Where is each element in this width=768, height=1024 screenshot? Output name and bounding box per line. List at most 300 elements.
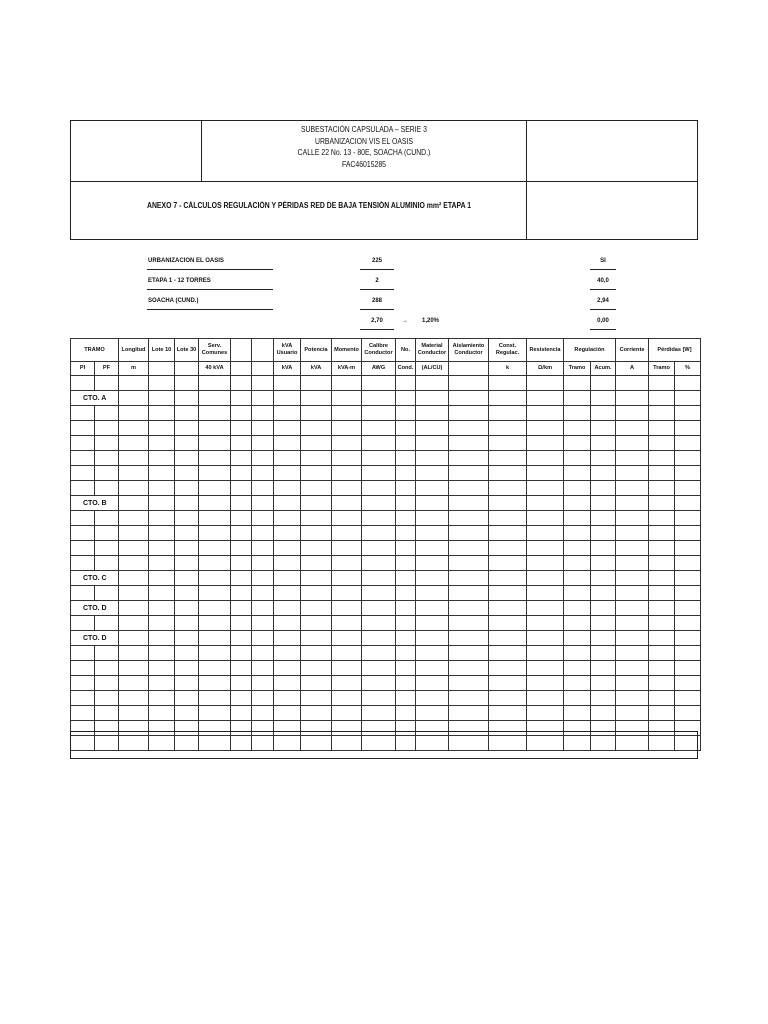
table-cell (274, 466, 301, 481)
col-subheader: AWG (362, 362, 396, 376)
table-cell (71, 421, 95, 436)
table-cell (231, 646, 252, 661)
table-cell (252, 466, 274, 481)
table-cell (175, 631, 199, 646)
table-cell (95, 691, 119, 706)
table-cell (71, 406, 95, 421)
table-cell (231, 691, 252, 706)
table-cell (332, 601, 362, 616)
table-cell (95, 376, 119, 391)
table-cell (591, 451, 616, 466)
table-cell (449, 466, 489, 481)
table-cell (274, 436, 301, 451)
table-cell (416, 541, 449, 556)
table-cell (362, 676, 396, 691)
table-cell (449, 511, 489, 526)
table-cell (231, 436, 252, 451)
table-subheader-row (71, 362, 701, 376)
table-cell (199, 586, 231, 601)
table-cell (149, 631, 175, 646)
table-cell (149, 676, 175, 691)
table-cell (301, 586, 332, 601)
table-cell (489, 466, 527, 481)
table-row (71, 406, 701, 421)
table-cell (396, 586, 416, 601)
table-cell (649, 556, 675, 571)
table-cell (332, 496, 362, 511)
table-cell (274, 661, 301, 676)
table-cell (71, 481, 95, 496)
circuit-label: CTO. A (71, 391, 119, 406)
table-cell (71, 646, 95, 661)
table-cell (527, 616, 564, 631)
table-cell (564, 601, 591, 616)
table-cell (489, 586, 527, 601)
table-cell (199, 526, 231, 541)
table-cell (591, 661, 616, 676)
table-row (71, 541, 701, 556)
table-cell (591, 481, 616, 496)
table-cell (616, 466, 649, 481)
info-value: 2 (375, 278, 379, 284)
table-cell (489, 406, 527, 421)
table-cell (449, 661, 489, 676)
table-header-row (71, 339, 701, 362)
table-cell (175, 376, 199, 391)
table-cell (301, 436, 332, 451)
table-cell (95, 541, 119, 556)
table-cell (95, 586, 119, 601)
table-cell (175, 451, 199, 466)
table-cell (199, 616, 231, 631)
info-value: 40,0 (597, 278, 609, 284)
table-cell (649, 466, 675, 481)
table-cell (591, 556, 616, 571)
underline (360, 269, 394, 270)
table-cell (527, 376, 564, 391)
table-cell (649, 421, 675, 436)
table-cell (362, 601, 396, 616)
table-cell (231, 391, 252, 406)
table-cell (616, 691, 649, 706)
table-row (71, 496, 701, 511)
table-cell (95, 706, 119, 721)
table-cell (675, 601, 701, 616)
header-divider (526, 121, 527, 239)
table-cell (616, 436, 649, 451)
table-cell (649, 691, 675, 706)
underline (590, 269, 616, 270)
table-row (71, 376, 701, 391)
table-cell (591, 436, 616, 451)
table-cell (231, 571, 252, 586)
table-cell (301, 571, 332, 586)
table-cell (332, 541, 362, 556)
info-label: SOACHA (CUND.) (148, 298, 199, 304)
table-cell (301, 541, 332, 556)
address-line: SUBESTACIÓN CAPSULADA – SERIE 3 (300, 125, 428, 134)
table-cell (175, 691, 199, 706)
table-cell (591, 421, 616, 436)
table-cell (332, 511, 362, 526)
table-cell (252, 481, 274, 496)
col-header: Regulación (564, 339, 616, 362)
table-cell (301, 526, 332, 541)
table-cell (119, 631, 149, 646)
table-body (71, 376, 701, 751)
table-cell (175, 481, 199, 496)
table-cell (362, 406, 396, 421)
table-cell (175, 676, 199, 691)
table-cell (199, 556, 231, 571)
table-cell (149, 616, 175, 631)
table-cell (591, 646, 616, 661)
table-cell (616, 616, 649, 631)
table-cell (649, 676, 675, 691)
table-cell (252, 526, 274, 541)
table-cell (95, 556, 119, 571)
table-cell (199, 481, 231, 496)
table-cell (199, 391, 231, 406)
table-cell (416, 646, 449, 661)
table-cell (332, 481, 362, 496)
table-cell (527, 421, 564, 436)
table-cell (675, 526, 701, 541)
table-cell (95, 481, 119, 496)
table-cell (252, 451, 274, 466)
table-cell (527, 526, 564, 541)
table-cell (416, 421, 449, 436)
table-cell (416, 556, 449, 571)
table-cell (149, 391, 175, 406)
col-subheader: Cond. (396, 362, 416, 376)
table-cell (199, 541, 231, 556)
table-cell (274, 646, 301, 661)
table-cell (616, 676, 649, 691)
col-header: kVA Usuario (274, 339, 301, 362)
table-cell (564, 586, 591, 601)
table-cell (489, 556, 527, 571)
table-cell (274, 706, 301, 721)
table-cell (175, 541, 199, 556)
table-cell (449, 391, 489, 406)
table-row (71, 616, 701, 631)
table-cell (175, 646, 199, 661)
table-cell (95, 436, 119, 451)
table-cell (489, 691, 527, 706)
table-cell (71, 526, 95, 541)
table-row (71, 466, 701, 481)
table-cell (362, 571, 396, 586)
table-cell (362, 436, 396, 451)
table-row (71, 601, 701, 616)
table-cell (564, 646, 591, 661)
table-cell (274, 631, 301, 646)
table-cell (449, 691, 489, 706)
table-cell (95, 406, 119, 421)
table-cell (119, 571, 149, 586)
table-cell (449, 646, 489, 661)
table-cell (449, 676, 489, 691)
info-label: URBANIZACION EL OASIS (148, 258, 224, 264)
table-cell (449, 706, 489, 721)
table-cell (649, 511, 675, 526)
table-cell (301, 466, 332, 481)
address-line: CALLE 22 No. 13 - 80E, SOACHA (CUND.) (297, 148, 431, 157)
table-cell (591, 466, 616, 481)
table-cell (301, 676, 332, 691)
table-cell (252, 391, 274, 406)
table-cell (489, 541, 527, 556)
table-cell (175, 406, 199, 421)
table-cell (675, 496, 701, 511)
table-cell (252, 436, 274, 451)
table-cell (675, 406, 701, 421)
table-cell (489, 481, 527, 496)
table-cell (332, 661, 362, 676)
table-cell (71, 511, 95, 526)
table-cell (564, 676, 591, 691)
table-row (71, 676, 701, 691)
col-header: Longitud (119, 339, 149, 362)
table-cell (332, 376, 362, 391)
table-cell (591, 616, 616, 631)
table-cell (301, 451, 332, 466)
table-cell (489, 526, 527, 541)
table-cell (396, 451, 416, 466)
table-cell (416, 436, 449, 451)
table-cell (616, 541, 649, 556)
table-cell (199, 511, 231, 526)
table-cell (527, 646, 564, 661)
table-cell (301, 556, 332, 571)
table-cell (362, 376, 396, 391)
table-cell (649, 406, 675, 421)
table-cell (119, 406, 149, 421)
table-cell (252, 661, 274, 676)
table-cell (231, 496, 252, 511)
table-cell (396, 541, 416, 556)
table-cell (564, 556, 591, 571)
table-cell (199, 706, 231, 721)
table-cell (675, 391, 701, 406)
table-cell (527, 556, 564, 571)
table-cell (449, 631, 489, 646)
table-cell (616, 451, 649, 466)
table-cell (199, 496, 231, 511)
table-cell (95, 421, 119, 436)
table-cell (199, 691, 231, 706)
table-cell (527, 571, 564, 586)
table-cell (252, 586, 274, 601)
table-cell (149, 376, 175, 391)
table-cell (396, 421, 416, 436)
table-cell (564, 496, 591, 511)
table-cell (332, 391, 362, 406)
table-cell (396, 661, 416, 676)
table-cell (252, 556, 274, 571)
col-subheader: Tramo (564, 362, 591, 376)
table-cell (489, 391, 527, 406)
table-cell (564, 391, 591, 406)
table-cell (616, 496, 649, 511)
circuit-label: CTO. D (71, 601, 119, 616)
table-cell (95, 511, 119, 526)
col-header: Calibre Conductor (362, 339, 396, 362)
table-cell (396, 616, 416, 631)
table-cell (489, 601, 527, 616)
table-cell (416, 496, 449, 511)
table-cell (274, 571, 301, 586)
table-cell (252, 541, 274, 556)
table-cell (649, 586, 675, 601)
table-cell (416, 676, 449, 691)
underline (590, 329, 616, 330)
table-cell (449, 436, 489, 451)
table-cell (416, 706, 449, 721)
table-cell (396, 706, 416, 721)
table-cell (564, 376, 591, 391)
table-cell (616, 631, 649, 646)
table-cell (199, 676, 231, 691)
table-cell (252, 601, 274, 616)
table-cell (149, 451, 175, 466)
table-cell (416, 616, 449, 631)
table-cell (301, 616, 332, 631)
table-cell (149, 661, 175, 676)
table-cell (252, 691, 274, 706)
table-cell (675, 661, 701, 676)
table-row (71, 586, 701, 601)
col-header: Momento (332, 339, 362, 362)
table-cell (649, 376, 675, 391)
table-cell (119, 526, 149, 541)
table-cell (449, 451, 489, 466)
col-header: Corriente (616, 339, 649, 362)
table-cell (332, 631, 362, 646)
table-cell (362, 541, 396, 556)
table-cell (301, 421, 332, 436)
table-cell (649, 451, 675, 466)
table-cell (199, 646, 231, 661)
table-cell (449, 556, 489, 571)
table-cell (252, 706, 274, 721)
table-cell (231, 616, 252, 631)
table-cell (175, 586, 199, 601)
table-cell (175, 706, 199, 721)
table-cell (449, 376, 489, 391)
table-cell (649, 631, 675, 646)
table-cell (449, 421, 489, 436)
col-subheader: kVA (301, 362, 332, 376)
table-cell (175, 526, 199, 541)
table-cell (449, 571, 489, 586)
info-value: 2,70 (371, 318, 383, 324)
table-cell (332, 706, 362, 721)
table-cell (119, 616, 149, 631)
table-cell (199, 406, 231, 421)
col-subheader: A (616, 362, 649, 376)
table-cell (231, 481, 252, 496)
table-cell (591, 571, 616, 586)
table-cell (649, 436, 675, 451)
table-cell (149, 421, 175, 436)
table-cell (301, 706, 332, 721)
table-cell (616, 511, 649, 526)
table-cell (616, 406, 649, 421)
underline (147, 309, 273, 310)
table-cell (396, 436, 416, 451)
table-cell (564, 451, 591, 466)
table-cell (301, 406, 332, 421)
table-cell (95, 646, 119, 661)
table-cell (149, 466, 175, 481)
table-cell (675, 451, 701, 466)
table-cell (274, 586, 301, 601)
table-cell (175, 661, 199, 676)
table-cell (95, 676, 119, 691)
table-cell (675, 586, 701, 601)
table-cell (332, 526, 362, 541)
table-cell (362, 691, 396, 706)
table-row (71, 691, 701, 706)
col-header: Const. Regulac. (489, 339, 527, 362)
table-cell (616, 556, 649, 571)
table-cell (252, 631, 274, 646)
table-cell (175, 421, 199, 436)
table-cell (527, 481, 564, 496)
table-cell (175, 391, 199, 406)
table-cell (449, 526, 489, 541)
table-cell (362, 646, 396, 661)
table-cell (119, 706, 149, 721)
table-cell (231, 451, 252, 466)
table-cell (95, 616, 119, 631)
col-subheader: Tramo (649, 362, 675, 376)
table-cell (489, 511, 527, 526)
table-row (71, 526, 701, 541)
table-cell (416, 601, 449, 616)
col-subheader: m (119, 362, 149, 376)
table-cell (332, 421, 362, 436)
table-cell (199, 466, 231, 481)
table-cell (119, 436, 149, 451)
table-cell (274, 481, 301, 496)
table-cell (362, 466, 396, 481)
table-cell (416, 451, 449, 466)
underline (360, 309, 394, 310)
table-cell (301, 391, 332, 406)
table-cell (119, 511, 149, 526)
table-cell (119, 676, 149, 691)
table-cell (675, 616, 701, 631)
table-cell (175, 601, 199, 616)
table-cell (149, 481, 175, 496)
table-cell (252, 421, 274, 436)
table-cell (252, 616, 274, 631)
table-cell (416, 406, 449, 421)
info-value: 288 (371, 298, 382, 304)
table-cell (527, 511, 564, 526)
table-cell (119, 496, 149, 511)
info-value: 2,94 (597, 298, 609, 304)
table-row (71, 511, 701, 526)
table-cell (119, 481, 149, 496)
table-cell (149, 541, 175, 556)
table-cell (675, 421, 701, 436)
table-cell (396, 526, 416, 541)
info-value: 225 (371, 258, 382, 264)
